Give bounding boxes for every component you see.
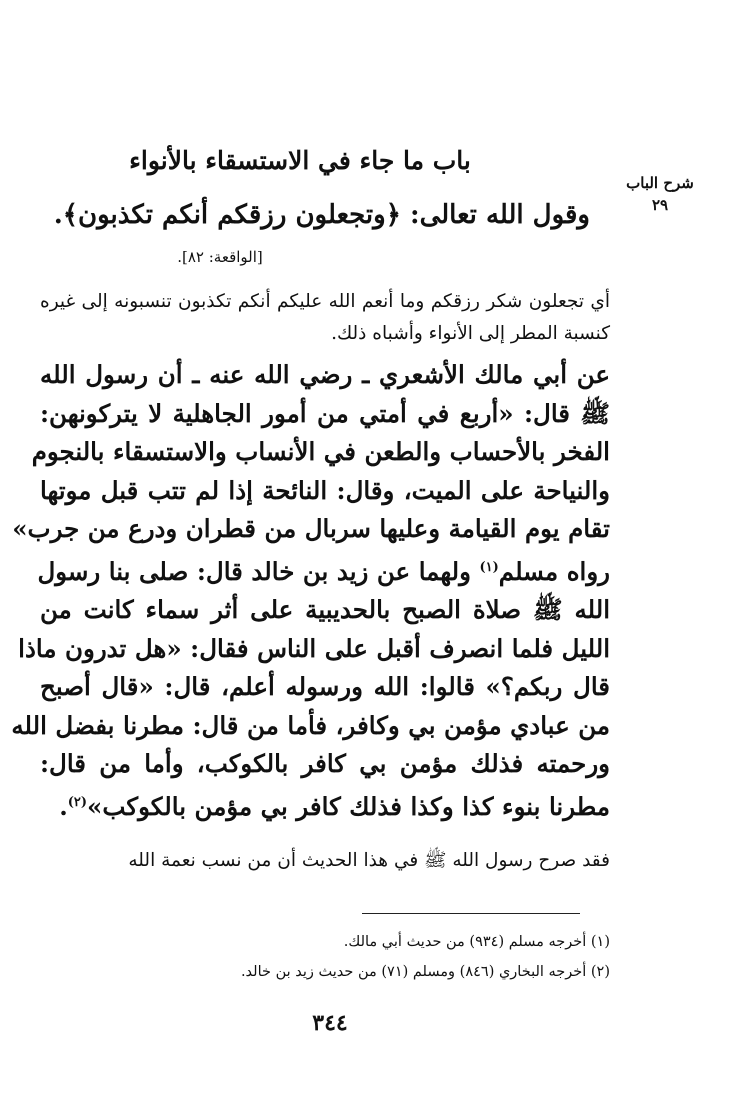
hadith-line [40,784,610,827]
page-number: ٣٤٤ [312,1010,348,1036]
footnote-divider [362,913,580,914]
hadith-line: قال ربكم؟» قالوا: الله ورسوله أعلم، قال: «قال أصبح [40,672,610,702]
footnote-text: أخرجه مسلم (٩٣٤) من حديث أبي مالك. [343,934,587,950]
footnote-2 [40,964,610,980]
hadith-segment: مطرنا بنوء كذا وكذا فذلك كافر بي مؤمن بالكوكب» [87,791,610,821]
margin-note [612,172,708,216]
hadith-line: تقام يوم القيامة وعليها سربال من قطران ودرع من جرب» [12,514,610,543]
margin-note-number: ٢٩ [651,196,669,214]
explanation-paragraph: أي تجعلون شكر رزقكم وما أنعم الله عليكم أنكم تكذبون تنسبونه إلى غيره كنسبة المطر إلى الأنواء وأشباه ذلك. [40,291,610,344]
hadith-line: ﷺ قال: «أربع في أمتي من أمور الجاهلية لا يتركونهن: [40,398,610,428]
hadith-line: عن أبي مالك الأشعري ـ رضي الله عنه ـ أن رسول الله [40,360,610,389]
hadith-line: ورحمته فذلك مؤمن بي كافر بالكوكب، وأما من قال: [40,749,610,779]
footnote-1 [40,934,610,950]
footnote-marker-1: (١) [479,559,499,575]
hadith-line: الليل فلما انصرف أقبل على الناس فقال: «هل تدرون ماذا [18,633,610,663]
hadith-segment: ولهما عن زيد بن خالد قال: صلى بنا رسول [37,556,471,586]
hadith-segment: رواه مسلم [498,556,610,586]
footnote-number: (٢) [590,964,610,980]
quran-verse: وقول الله تعالى: ﴿وتجعلون رزقكم أنكم تكذبون﴾. [53,200,590,230]
margin-note-label: شرح الباب [626,174,694,192]
footnote-text: أخرجه البخاري (٨٤٦) ومسلم (٧١) من حديث زيد بن خالد. [240,964,587,980]
hadith-line [37,549,610,592]
verse-reference: [الواقعة: ٨٢]. [177,248,263,266]
hadith-line: الفخر بالأحساب والطعن في الأنساب والاستسقاء بالنجوم [31,437,610,466]
hadith-text [11,356,610,826]
hadith-end-period: . [59,791,68,821]
hadith-line: والنياحة على الميت، وقال: النائحة إذا لم تتب قبل موتها [40,475,610,505]
hadith-line: من عبادي مؤمن بي وكافر، فأما من قال: مطرنا بفضل الله [11,710,610,740]
hadith-line: الله ﷺ صلاة الصبح بالحديبية على أثر سماء كانت من [40,595,610,625]
conclusion-paragraph: فقد صرح رسول الله ﷺ في هذا الحديث أن من نسب نعمة الله [128,850,610,871]
footnote-marker-2: (٢) [67,794,88,810]
chapter-heading: باب ما جاء في الاستسقاء بالأنواء [129,146,471,175]
footnote-number: (١) [590,934,610,950]
